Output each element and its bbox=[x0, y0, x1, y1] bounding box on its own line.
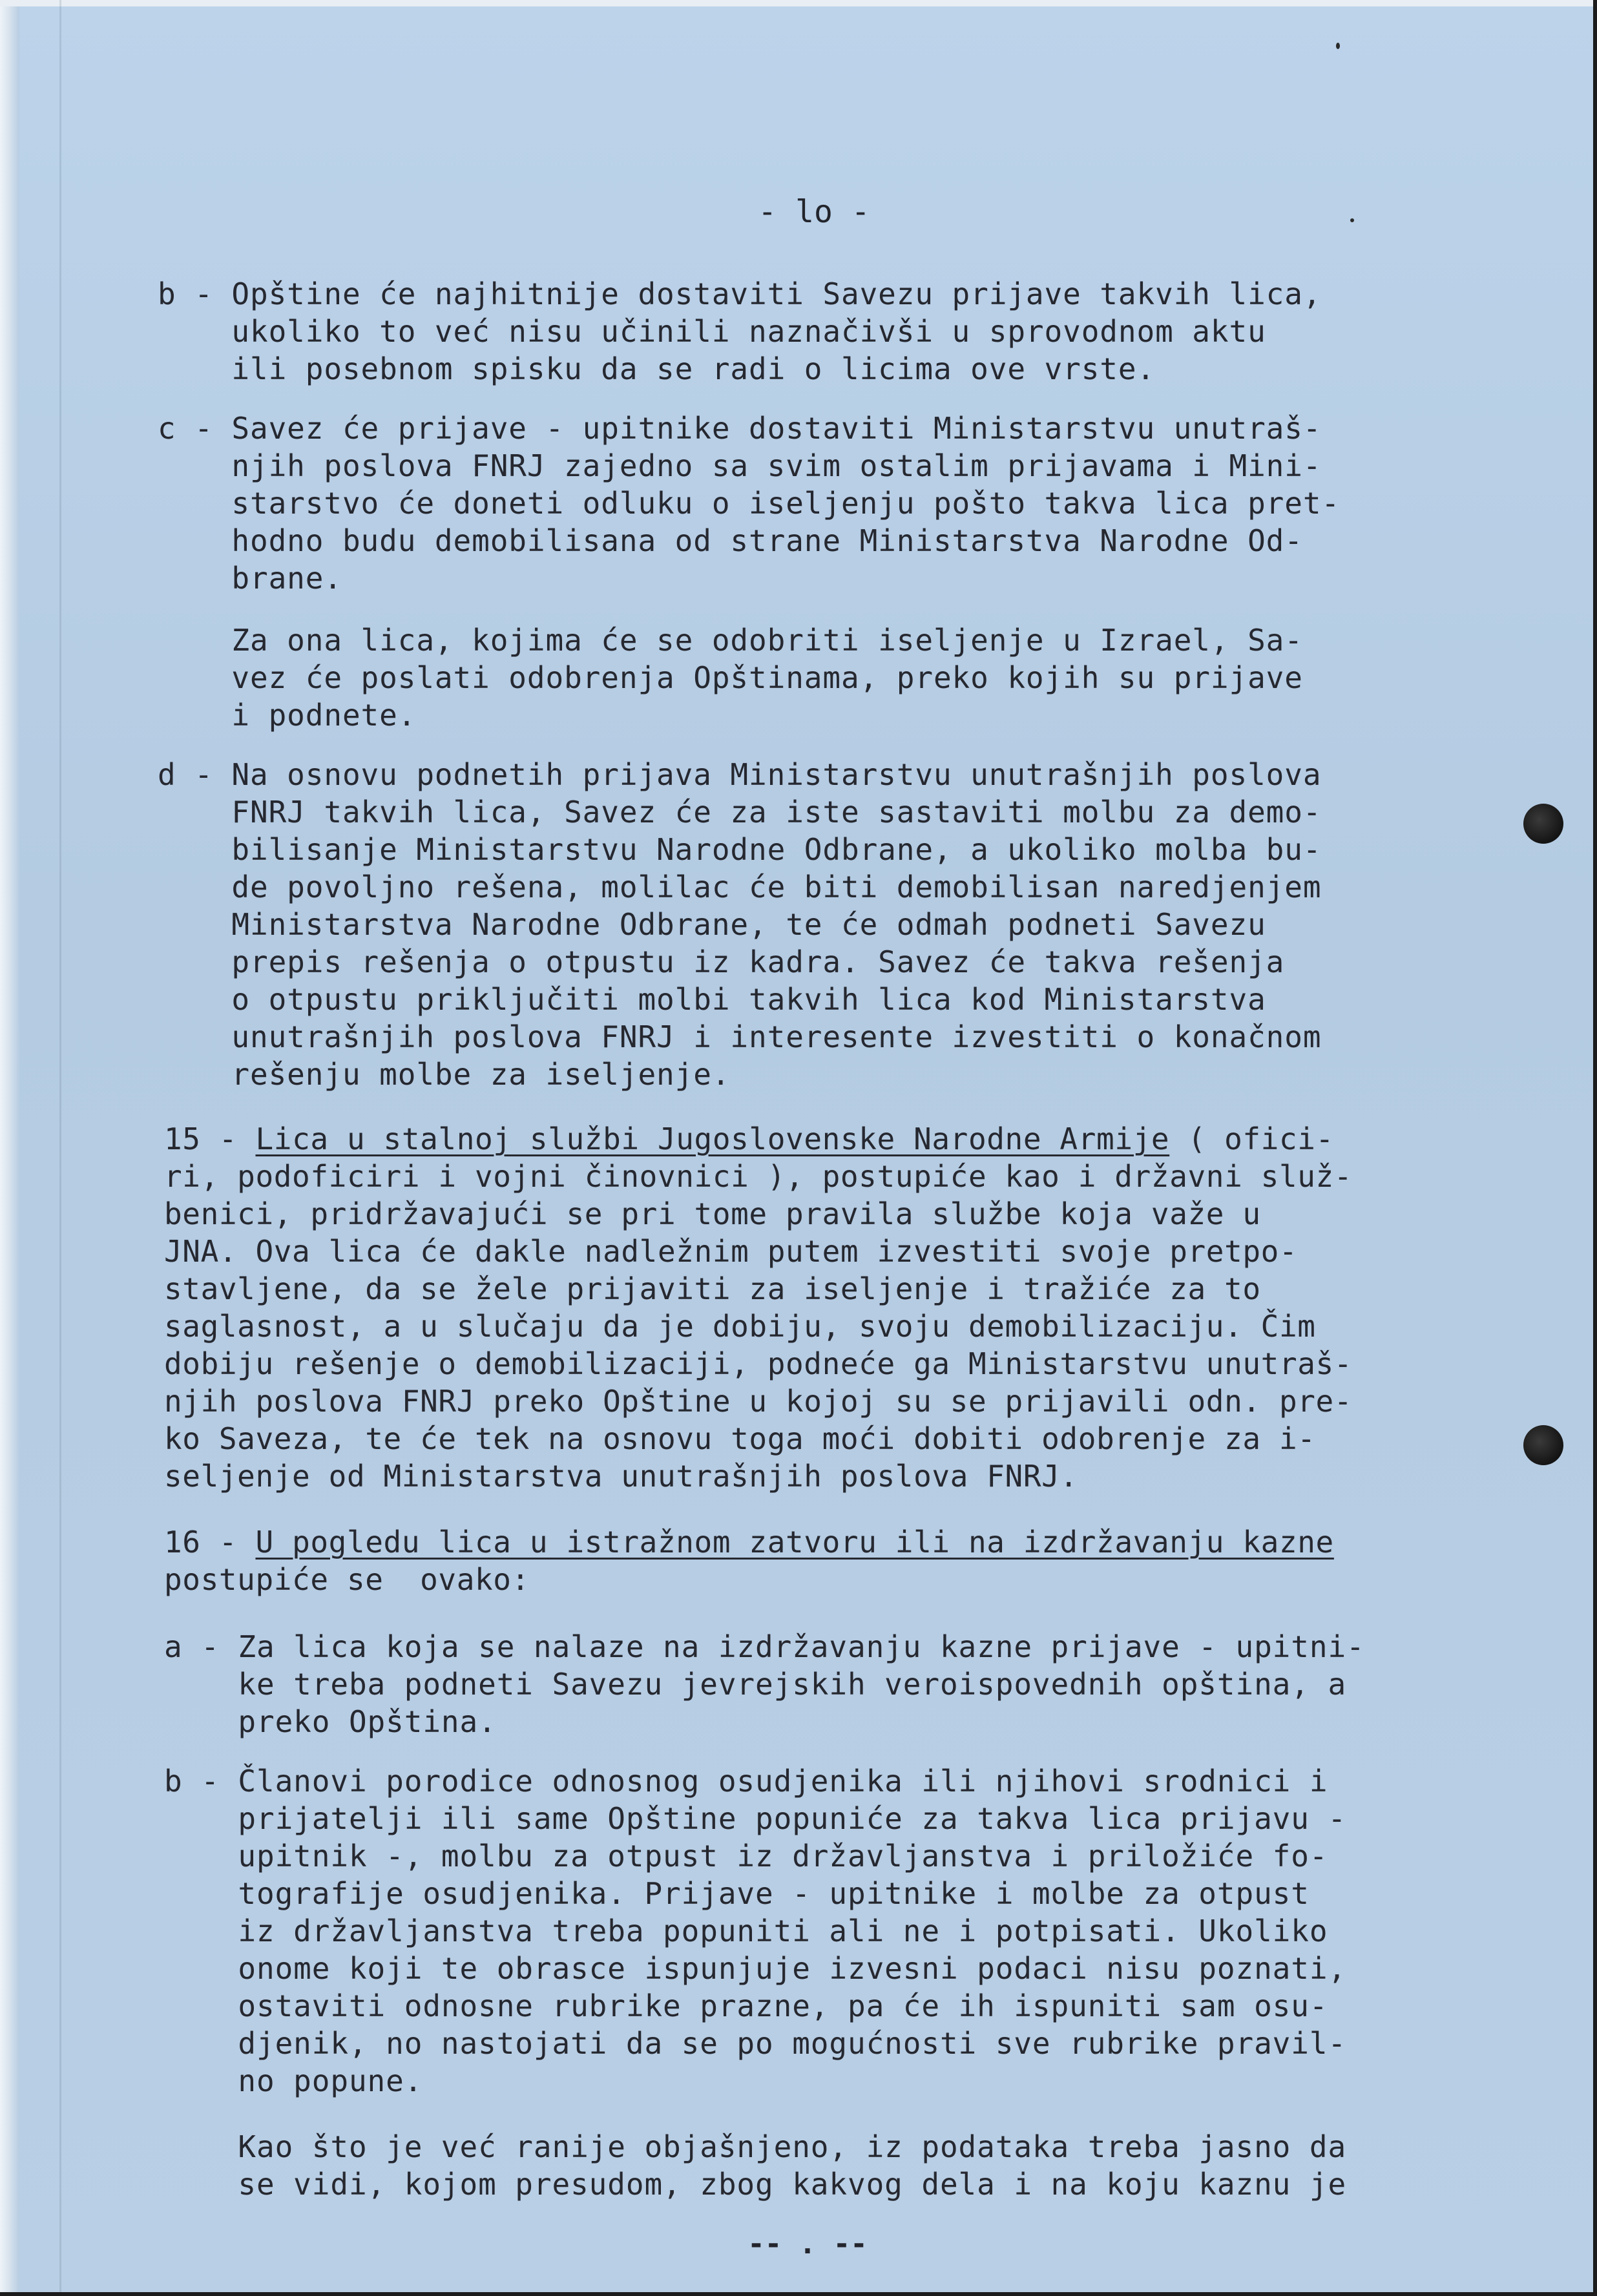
text-line: preko Opština. bbox=[164, 1704, 497, 1739]
page-fold-shadow bbox=[59, 0, 61, 2296]
text-line: starstvo će doneti odluku o iseljenju pošto takva lica pret- bbox=[158, 486, 1341, 521]
scan-border-right bbox=[1593, 0, 1597, 2296]
item-15-heading bbox=[164, 1124, 1334, 1154]
page-left-margin bbox=[0, 0, 19, 2296]
text-line: onome koji te obrasce ispunjuje izvesni podaci nisu poznati, bbox=[164, 1951, 1347, 1986]
text-line: FNRJ takvih lica, Savez će za iste sastaviti molbu za demo- bbox=[158, 795, 1322, 830]
text-line: ukoliko to već nisu učinili naznačivši u sprovodnom aktu bbox=[158, 314, 1266, 349]
text-line: tografije osudjenika. Prijave - upitnike i molbe za otpust bbox=[164, 1876, 1310, 1911]
text-line: i podnete. bbox=[158, 698, 417, 733]
text-line: c - Savez će prijave - upitnike dostaviti Ministarstvu unutraš- bbox=[158, 411, 1322, 446]
text-line: djenik, no nastojati da se po mogućnosti sve rubrike pravil- bbox=[164, 2026, 1347, 2061]
text-line: saglasnost, a u slučaju da je dobiju, svoju demobilizaciju. Čim bbox=[164, 1309, 1316, 1344]
text-line: upitnik -, molbu za otpust iz državljanstva i priložiće fo- bbox=[164, 1839, 1328, 1873]
text-line: njih poslova FNRJ zajedno sa svim ostalim prijavama i Mini- bbox=[158, 448, 1322, 483]
text-line: dobiju rešenje o demobilizaciji, podneće ga Ministarstvu unutraš- bbox=[164, 1346, 1353, 1381]
punch-hole-icon bbox=[1523, 1425, 1563, 1465]
text-line: bilisanje Ministarstvu Narodne Odbrane, a ukoliko molba bu- bbox=[158, 832, 1322, 867]
text-line: Kao što je već ranije objašnjeno, iz podataka treba jasno da bbox=[164, 2129, 1347, 2164]
text-line: iz državljanstva treba popuniti ali ne i potpisati. Ukoliko bbox=[164, 1914, 1328, 1948]
text-line: b - Opštine će najhitnije dostaviti Savezu prijave takvih lica, bbox=[158, 277, 1322, 311]
scan-border-bottom bbox=[0, 2292, 1597, 2296]
text-line: prijatelji ili same Opštine popuniće za takva lica prijavu - bbox=[164, 1801, 1347, 1836]
text-line: no popune. bbox=[164, 2063, 423, 2098]
text-line: ke treba podneti Savezu jevrejskih veroispovednih opština, a bbox=[164, 1667, 1347, 1702]
text-line: ostaviti odnosne rubrike prazne, pa će ih ispuniti sam osu- bbox=[164, 1988, 1328, 2023]
text-line: njih poslova FNRJ preko Opštine u kojoj su se prijavili odn. pre- bbox=[164, 1384, 1353, 1419]
text-line: se vidi, kojom presudom, zbog kakvog dela i na koju kaznu je bbox=[164, 2167, 1347, 2202]
text-line: JNA. Ova lica će dakle nadležnim putem izvestiti svoje pretpo- bbox=[164, 1234, 1298, 1269]
text-line: b - Članovi porodice odnosnog osudjenika ili njihovi srodnici i bbox=[164, 1764, 1328, 1799]
item-number: 15 - bbox=[164, 1122, 256, 1156]
text-line: de povoljno rešena, molilac će biti demobilisan naredjenjem bbox=[158, 870, 1322, 904]
page-number: - lo - bbox=[758, 194, 870, 230]
text-line: Ministarstva Narodne Odbrane, te će odmah podneti Savezu bbox=[158, 907, 1266, 942]
heading-continuation: ( ofici- bbox=[1169, 1122, 1334, 1156]
text-line: brane. bbox=[158, 561, 342, 596]
text-line: unutrašnjih poslova FNRJ i interesente izvestiti o konačnom bbox=[158, 1019, 1322, 1054]
text-line: seljenje od Ministarstva unutrašnjih poslova FNRJ. bbox=[164, 1459, 1078, 1494]
text-line: ri, podoficiri i vojni činovnici ), postupiće kao i državni služ- bbox=[164, 1159, 1353, 1194]
punch-hole-icon bbox=[1523, 804, 1563, 844]
text-line: a - Za lica koja se nalaze na izdržavanju kazne prijave - upitni- bbox=[164, 1629, 1365, 1664]
text-line: o otpustu priključiti molbi takvih lica kod Ministarstva bbox=[158, 982, 1266, 1017]
underlined-heading: U pogledu lica u istražnom zatvoru ili na izdržavanju kazne bbox=[255, 1525, 1334, 1560]
text-line: hodno budu demobilisana od strane Ministarstva Narodne Od- bbox=[158, 523, 1303, 558]
text-line: vez će poslati odobrenja Opštinama, preko kojih su prijave bbox=[158, 660, 1303, 695]
text-line: Za ona lica, kojima će se odobriti iseljenje u Izrael, Sa- bbox=[158, 623, 1303, 658]
page-top-margin bbox=[0, 0, 1597, 6]
text-line: prepis rešenja o otpustu iz kadra. Savez će takva rešenja bbox=[158, 944, 1285, 979]
text-line: d - Na osnovu podnetih prijava Ministarstvu unutrašnjih poslova bbox=[158, 757, 1322, 792]
text-line: ili posebnom spisku da se radi o licima ove vrste. bbox=[158, 351, 1156, 386]
item-16-heading bbox=[164, 1525, 1334, 1560]
scan-speck bbox=[1336, 43, 1340, 49]
text-line: benici, pridržavajući se pri tome pravila službe koja važe u bbox=[164, 1196, 1261, 1231]
continuation-mark: -- . -- bbox=[747, 2228, 868, 2260]
text-line: ko Saveza, te će tek na osnovu toga moći dobiti odobrenje za i- bbox=[164, 1421, 1316, 1456]
text-line: rešenju molbe za iseljenje. bbox=[158, 1057, 731, 1092]
item-number: 16 - bbox=[164, 1525, 256, 1560]
underlined-heading: Lica u stalnoj službi Jugoslovenske Narodne Armije bbox=[255, 1122, 1170, 1156]
text-line: postupiće se ovako: bbox=[164, 1562, 530, 1597]
text-line: stavljene, da se žele prijaviti za iseljenje i tražiće za to bbox=[164, 1271, 1261, 1306]
scan-speck bbox=[1350, 218, 1354, 222]
